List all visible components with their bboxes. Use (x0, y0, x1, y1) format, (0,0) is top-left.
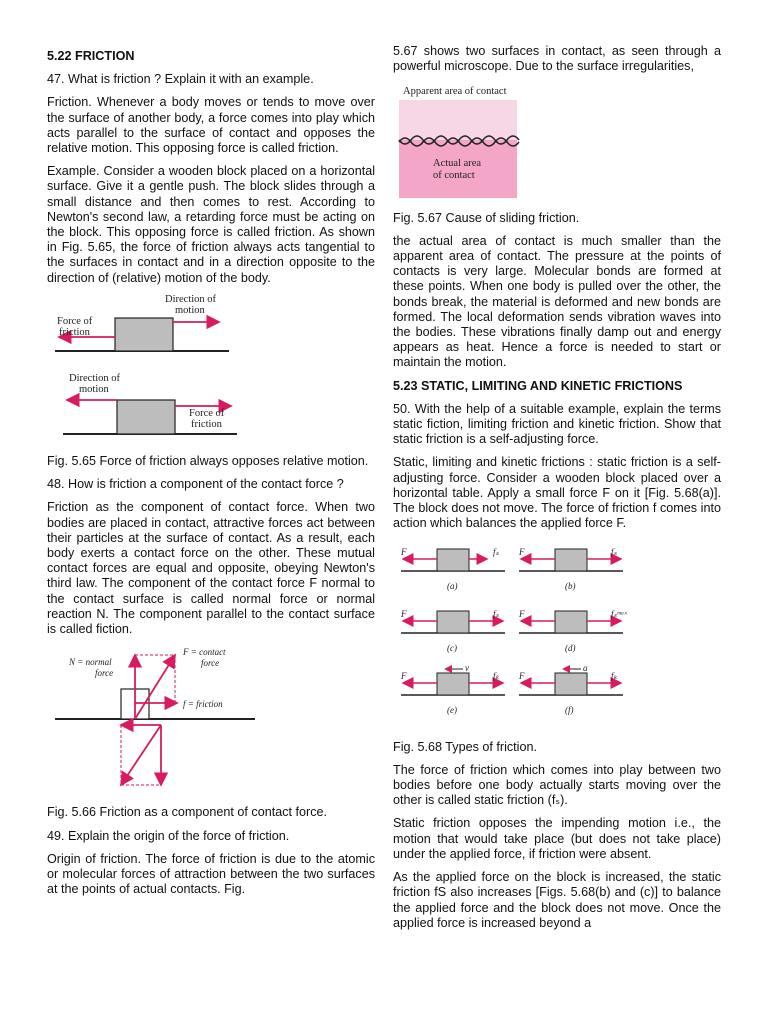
svg-text:Force of: Force of (57, 315, 93, 327)
label-friction: fₖ (493, 671, 500, 682)
panel-label: (e) (447, 705, 457, 716)
label-friction: fₛ (493, 609, 499, 620)
paragraph-friction-example: Example. Consider a wooden block placed on a horizontal surface. Give it a gentle push. The block slides through a small distance and then comes to rest. According to Newton's second law, a retarding force must be acting on the block. This opposing force is called friction. As shown in Fig. 5.65, the force of friction always acts tangential to the surfaces in contact and in a direction opposite to the direction of (relative) motion of the body. (47, 164, 375, 285)
block (437, 673, 469, 695)
block (437, 611, 469, 633)
figure-5-67-diagram (393, 82, 721, 200)
block (555, 549, 587, 571)
panel-label: (a) (447, 581, 458, 592)
question-49: 49. Explain the origin of the force of friction. (47, 828, 290, 843)
figure-5-67 (393, 82, 721, 204)
svg-text:motion: motion (79, 383, 109, 395)
paragraph-origin: Origin of friction. The force of friction is due to the atomic or molecular forces of attraction between the two surfaces at the points of actual contacts. Fig. (47, 851, 375, 897)
figure-5-68 (393, 539, 721, 733)
paragraph-impending-motion: Static friction opposes the impending motion i.e., the motion that would take place (but does not take place) under the applied force, if friction were absent. (393, 816, 721, 861)
label-friction: fₛ (611, 547, 617, 558)
svg-text:friction: friction (59, 326, 90, 338)
label-friction: fₛ (493, 547, 499, 558)
label-F: F (401, 671, 407, 682)
block (115, 318, 173, 351)
caption-5-65: Fig. 5.65 Force of friction always opposes relative motion. (47, 454, 369, 469)
paragraph-static-friction: Static, limiting and kinetic frictions : static friction is a self-adjusting force. Consider a wooden block placed over a horizontal table. Apply a small force F on it [Fig. 5.68(a)]. The block does not move. The force of friction f comes into action which balances the applied force F. (393, 455, 721, 531)
section-title-5-23: 5.23 STATIC, LIMITING AND KINETIC FRICTIONS (393, 378, 683, 393)
paragraph-contact-force: Friction as the component of contact force. When two bodies are placed in contact, attractive forces act between their particles at the surface of contact. As a result, each body exerts a contact force on the other. These mutual contact forces are equal and opposite, obeying Newton's third law. The component of the contact force F normal to the contact surface is called normal force or normal reaction N. The component parallel to the contact surface is called fiction. (47, 500, 375, 637)
label-apparent-area: Apparent area of contact (403, 86, 507, 98)
panel-label: (d) (565, 643, 576, 654)
svg-text:force: force (201, 658, 220, 669)
block (555, 673, 587, 695)
reaction-arrow (121, 725, 161, 785)
svg-text:friction: friction (191, 418, 222, 430)
svg-text:F = contact: F = contact (183, 647, 226, 658)
svg-text:of contact: of contact (433, 170, 475, 182)
label-motion: a (583, 663, 588, 674)
section-title-5-22: 5.22 FRICTION (47, 49, 135, 63)
label-direction-top: Direction of (165, 293, 217, 305)
right-column (393, 44, 721, 939)
svg-text:Direction of: Direction of (69, 372, 121, 384)
question-50: 50. With the help of a suitable example, explain the terms static fiction, limiting friction and kinetic friction. Show that static friction is a self-adjusting force. (393, 401, 721, 447)
figure-5-65-diagram (47, 294, 375, 444)
paragraph-applied-force: As the applied force on the block is increased, the static friction fS also increases [Figs. 5.68(b) and (c)] to balance the applied force and the block does not move. Once the applied force is increased beyond a (393, 870, 721, 930)
caption-5-67: Fig. 5.67 Cause of sliding friction. (393, 210, 580, 225)
left-column (47, 44, 375, 906)
panel-label: (c) (447, 643, 457, 654)
contact-force-arrow (135, 655, 175, 719)
panel-label: (f) (565, 705, 574, 716)
figure-5-66 (47, 645, 375, 799)
label-friction: fₖ (611, 671, 618, 682)
figure-5-65 (47, 294, 375, 448)
paragraph-actual-area: the actual area of contact is much smaller than the apparent area of contact. The pressure at the points of contacts is very large. Molecular bonds are formed at these points. When one body is pulled over the other, the bonds break, the material is deformed and new bonds are formed. The local deformation sends vibration waves into the bodies. These vibrations finally damp out and energy appears as heat. Hence a force is needed to start or maintain the motion. (393, 233, 721, 370)
caption-5-66: Fig. 5.66 Friction as a component of contact force. (47, 805, 328, 820)
block (117, 400, 175, 434)
figure-5-68-diagram (393, 539, 721, 729)
paragraph-friction-definition: Friction. Whenever a body moves or tends to move over the surface of another body, a force comes into play which acts parallel to the surface of contact and opposes the relative motion. This opposing force is called friction. (47, 95, 375, 156)
svg-text:motion: motion (175, 304, 205, 316)
label-F: F (401, 609, 407, 620)
paragraph-continuation: 5.67 shows two surfaces in contact, as seen through a powerful microscope. Due to the surface irregularities, (393, 44, 721, 74)
caption-5-68: Fig. 5.68 Types of friction. (393, 739, 537, 754)
label-friction: fₛᵐᵃˣ (611, 609, 627, 620)
question-47: 47. What is friction ? Explain it with an example. (47, 72, 314, 87)
label-F: F (519, 547, 525, 558)
svg-text:Force of: Force of (189, 407, 225, 419)
figure-5-66-diagram (47, 645, 375, 795)
panel-label: (b) (565, 581, 576, 592)
question-48: 48. How is friction a component of the contact force ? (47, 477, 344, 492)
paragraph-static-definition: The force of friction which comes into play between two bodies before one body actually starts moving over the other is called static friction (fₛ). (393, 762, 721, 808)
label-F: F (401, 547, 407, 558)
label-motion: v (465, 663, 469, 674)
svg-text:N = normal: N = normal (69, 657, 112, 668)
block (555, 611, 587, 633)
svg-text:f = friction: f = friction (183, 699, 223, 710)
svg-text:force: force (95, 668, 114, 679)
label-F: F (519, 609, 525, 620)
label-actual-area: Actual area (433, 158, 482, 170)
upper-body (399, 100, 517, 140)
label-F: F (519, 671, 525, 682)
block (437, 549, 469, 571)
